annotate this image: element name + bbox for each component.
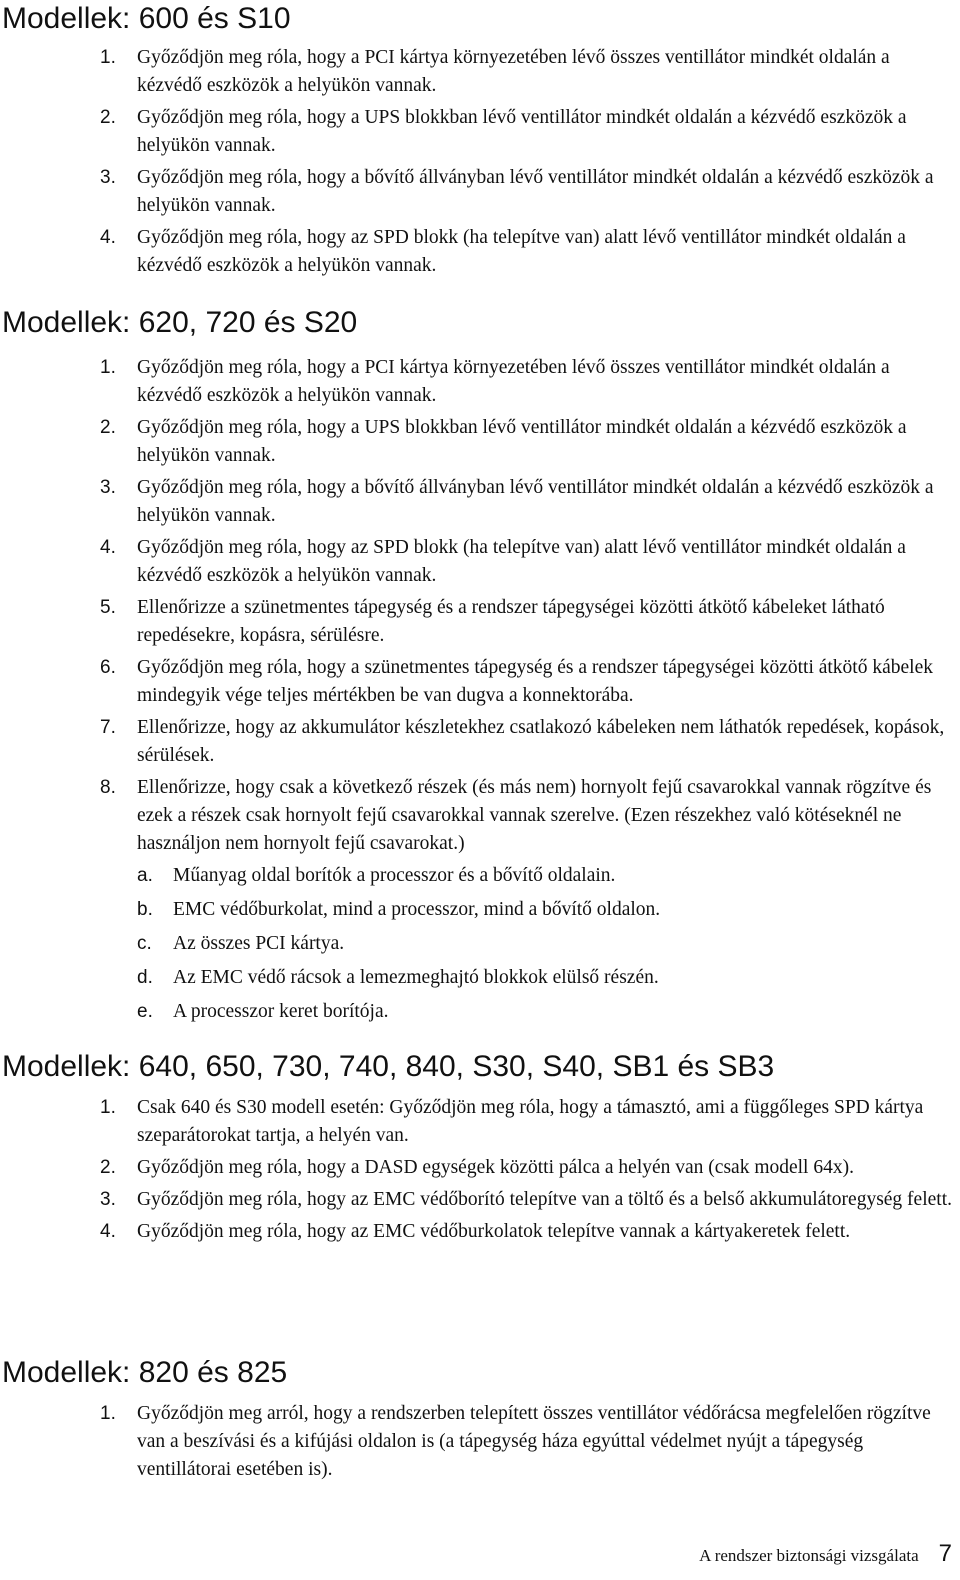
- section-heading: Modellek: 600 és S10: [2, 2, 291, 35]
- list-item: [100, 1186, 952, 1214]
- item-number: 4.: [100, 1221, 116, 1242]
- section-820-825: [0, 1356, 952, 1488]
- item-number: 2.: [100, 417, 116, 438]
- item-number: 7.: [100, 717, 116, 738]
- sub-item-letter: c.: [137, 933, 152, 954]
- sub-list-item: [137, 998, 952, 1026]
- item-text: Győződjön meg róla, hogy a szünetmentes tápegység és a rendszer tápegységei közötti átkötő kábelek mindegyik vége teljes mértékben be van dugva a konnektorába.: [137, 657, 933, 706]
- page-number: 7: [938, 1540, 952, 1567]
- list-item: [100, 354, 952, 410]
- numbered-list: [100, 44, 952, 280]
- item-number: 3.: [100, 477, 116, 498]
- item-text: Csak 640 és S30 modell esetén: Győződjön meg róla, hogy a támasztó, ami a függőleges SPD kártya szeparátorokat tartja, a helyén van.: [137, 1097, 924, 1146]
- list-item: [100, 164, 952, 220]
- item-text: Győződjön meg róla, hogy a UPS blokkban lévő ventillátor mindkét oldalán a kézvédő eszközök a helyükön vannak.: [137, 107, 907, 156]
- sub-list-item: [137, 964, 952, 992]
- sub-item-text: Az összes PCI kártya.: [173, 933, 345, 954]
- sub-item-letter: d.: [137, 967, 153, 988]
- item-text: Győződjön meg róla, hogy az EMC védőborító telepítve van a töltő és a belső akkumulátoregység felett.: [137, 1189, 952, 1210]
- item-number: 8.: [100, 777, 116, 798]
- item-text: Győződjön meg arról, hogy a rendszerben telepített összes ventillátor védőrácsa megfelelően rögzítve van a beszívási és a kifújási oldalon is (a tápegység háza egyúttal védelmet nyújt a tápegység ventillátorai esetében is).: [137, 1403, 931, 1480]
- list-item: [100, 1154, 952, 1182]
- list-item: [100, 714, 952, 770]
- item-number: 4.: [100, 227, 116, 248]
- item-text: Győződjön meg róla, hogy a PCI kártya környezetében lévő összes ventillátor mindkét oldalán a kézvédő eszközök a helyükön vannak.: [137, 47, 890, 96]
- list-item: [100, 1218, 952, 1246]
- item-number: 3.: [100, 1189, 116, 1210]
- item-text: Győződjön meg róla, hogy az SPD blokk (ha telepítve van) alatt lévő ventillátor mindkét oldalán a kézvédő eszközök a helyükön vannak.: [137, 227, 906, 276]
- list-item: [100, 654, 952, 710]
- item-text: Győződjön meg róla, hogy a PCI kártya környezetében lévő összes ventillátor mindkét oldalán a kézvédő eszközök a helyükön vannak.: [137, 357, 890, 406]
- item-text: Ellenőrizze, hogy az akkumulátor készletekhez csatlakozó kábeleken nem láthatók repedések, kopások, sérülések.: [137, 717, 945, 766]
- list-item: [100, 44, 952, 100]
- item-number: 1.: [100, 47, 116, 68]
- section-heading: Modellek: 820 és 825: [2, 1356, 288, 1389]
- item-text: Győződjön meg róla, hogy az SPD blokk (ha telepítve van) alatt lévő ventillátor mindkét oldalán a kézvédő eszközök a helyükön vannak.: [137, 537, 906, 586]
- section-620-720-s20: [0, 306, 952, 1032]
- item-number: 6.: [100, 657, 116, 678]
- item-number: 2.: [100, 107, 116, 128]
- sub-item-text: EMC védőburkolat, mind a processzor, mind a bővítő oldalon.: [173, 899, 661, 920]
- item-number: 4.: [100, 537, 116, 558]
- list-item: [100, 1400, 952, 1484]
- item-text: Ellenőrizze a szünetmentes tápegység és a rendszer tápegységei közötti átkötő kábeleket látható repedésekre, kopásra, sérülésre.: [137, 597, 885, 646]
- sub-item-letter: a.: [137, 865, 153, 886]
- list-item: [100, 774, 952, 1026]
- list-item: [100, 414, 952, 470]
- footer-chapter-title: A rendszer biztonsági vizsgálata: [699, 1546, 919, 1565]
- section-640-sb3: [0, 1050, 952, 1250]
- sub-item-text: A processzor keret borítója.: [173, 1001, 389, 1022]
- item-text: Győződjön meg róla, hogy a UPS blokkban lévő ventillátor mindkét oldalán a kézvédő eszközök a helyükön vannak.: [137, 417, 907, 466]
- sub-item-letter: e.: [137, 1001, 153, 1022]
- page-footer: [699, 1540, 952, 1568]
- sub-item-text: Műanyag oldal borítók a processzor és a bővítő oldalain.: [173, 865, 616, 886]
- item-text: Győződjön meg róla, hogy az EMC védőburkolatok telepítve vannak a kártyakeretek felett.: [137, 1221, 851, 1242]
- item-number: 1.: [100, 357, 116, 378]
- item-number: 1.: [100, 1403, 116, 1424]
- item-text: Győződjön meg róla, hogy a DASD egységek közötti pálca a helyén van (csak modell 64x).: [137, 1157, 854, 1178]
- item-number: 2.: [100, 1157, 116, 1178]
- item-text: Győződjön meg róla, hogy a bővítő állványban lévő ventillátor mindkét oldalán a kézvédő eszközök a helyükön vannak.: [137, 477, 934, 526]
- list-item: [100, 224, 952, 280]
- item-number: 1.: [100, 1097, 116, 1118]
- list-item: [100, 104, 952, 160]
- list-item: [100, 474, 952, 530]
- section-heading: Modellek: 620, 720 és S20: [2, 306, 358, 339]
- section-600-s10: [0, 2, 952, 284]
- numbered-list: [100, 1400, 952, 1484]
- sub-item-letter: b.: [137, 899, 153, 920]
- item-text: Győződjön meg róla, hogy a bővítő állványban lévő ventillátor mindkét oldalán a kézvédő eszközök a helyükön vannak.: [137, 167, 934, 216]
- item-number: 5.: [100, 597, 116, 618]
- sub-list-item: [137, 862, 952, 890]
- sub-item-text: Az EMC védő rácsok a lemezmeghajtó blokkok elülső részén.: [173, 967, 659, 988]
- item-number: 3.: [100, 167, 116, 188]
- sub-list: [137, 862, 952, 1026]
- list-item: [100, 534, 952, 590]
- sub-list-item: [137, 896, 952, 924]
- list-item: [100, 1094, 952, 1150]
- section-heading: Modellek: 640, 650, 730, 740, 840, S30, S40, SB1 és SB3: [2, 1050, 775, 1083]
- item-text: Ellenőrizze, hogy csak a következő részek (és más nem) hornyolt fejű csavarokkal vannak rögzítve és ezek a részek csak hornyolt fejű csavarokkal vannak szerelve. (Ezen részekhez való kötéseknél ne használjon nem hornyolt fejű csavarokat.): [137, 777, 932, 854]
- numbered-list: [100, 354, 952, 1026]
- list-item: [100, 594, 952, 650]
- sub-list-item: [137, 930, 952, 958]
- numbered-list: [100, 1094, 952, 1246]
